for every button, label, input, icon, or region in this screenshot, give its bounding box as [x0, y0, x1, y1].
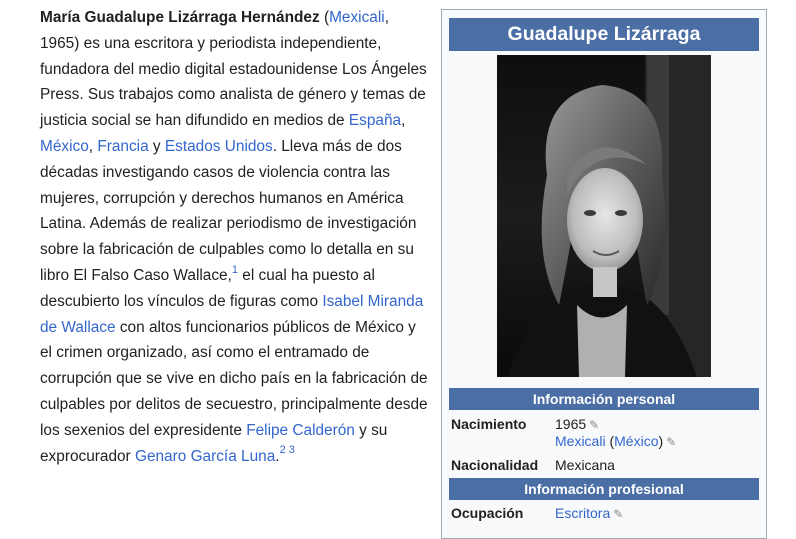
link-birthplace-mexico[interactable]: México: [614, 433, 659, 449]
text-run: y: [148, 137, 165, 155]
text-run: con altos funcionarios públicos de México y el crimen organizado, así como el entramado de corrupción que se vive en dicho país en la fabricación de culpables por delitos de secuestro, principalmente desde los sexenios del expresidente: [40, 318, 428, 439]
reference-3-link[interactable]: 3: [288, 444, 295, 457]
link-isabel-miranda[interactable]: Isabel Miranda de Wallace: [40, 292, 424, 336]
reference-2[interactable]: [280, 444, 286, 456]
link-francia[interactable]: Francia: [97, 137, 149, 155]
text-run: ): [658, 433, 664, 449]
edit-pencil-icon[interactable]: ✎: [589, 418, 600, 432]
link-mexico[interactable]: México: [40, 137, 89, 155]
reference-2-link[interactable]: 2: [279, 444, 286, 457]
section-informacion-personal: Información personal: [449, 388, 759, 410]
text-run: ,: [88, 137, 98, 155]
infobox: [441, 9, 767, 539]
portrait-image: [497, 55, 711, 377]
text-run: y su exprocurador: [40, 421, 388, 465]
text-run: , 1965) es una escritora y periodista independiente, fundadora del medio digital estadounidense Los Ángeles Press. Sus trabajos como analista de género y temas de justicia social se han difundido en medios de: [40, 9, 427, 130]
text-run: . Lleva más de dos décadas investigando casos de violencia contra las mujeres, corrupción y derechos humanos en América Latina. Además de realizar periodismo de investigación sobre la fabricación de culpables como lo detalla en su libro El Falso Caso Wallace,: [40, 137, 417, 284]
text-run: ,: [401, 112, 406, 130]
portrait-photo[interactable]: [497, 55, 711, 377]
label-ocupacion: Ocupación: [451, 505, 524, 521]
text-run: el cual ha puesto al descubierto los vínculos de figuras como: [40, 266, 375, 310]
reference-1-link[interactable]: 1: [231, 263, 239, 276]
value-ocupacion: [555, 504, 623, 523]
reference-1[interactable]: [232, 264, 238, 276]
lead-paragraph: [40, 5, 432, 469]
value-nacimiento-place: [555, 432, 676, 451]
edit-pencil-icon[interactable]: ✎: [613, 507, 624, 521]
section-informacion-profesional: Información profesional: [449, 478, 759, 500]
infobox-title: Guadalupe Lizárraga: [449, 18, 759, 51]
article-body: [40, 5, 432, 469]
subject-name: María Guadalupe Lizárraga Hernández: [40, 9, 320, 26]
birth-year: 1965: [555, 416, 587, 432]
reference-3[interactable]: [286, 444, 295, 456]
label-nacionalidad: Nacionalidad: [451, 457, 539, 473]
label-nacimiento: Nacimiento: [451, 416, 527, 432]
link-genaro-garcia-luna[interactable]: Genaro García Luna: [134, 447, 276, 465]
text-run: (: [319, 9, 330, 26]
text-run: (: [605, 433, 615, 449]
link-birthplace-mexicali[interactable]: Mexicali: [555, 433, 606, 449]
link-escritora[interactable]: Escritora: [555, 505, 611, 521]
link-espana[interactable]: España: [348, 112, 402, 130]
link-felipe-calderon[interactable]: Felipe Calderón: [246, 421, 355, 439]
edit-pencil-icon[interactable]: ✎: [666, 435, 677, 449]
text-run: .: [275, 447, 280, 465]
link-estados-unidos[interactable]: Estados Unidos: [164, 137, 273, 155]
value-nacionalidad: Mexicana: [555, 457, 615, 473]
link-mexicali[interactable]: Mexicali: [329, 9, 385, 26]
